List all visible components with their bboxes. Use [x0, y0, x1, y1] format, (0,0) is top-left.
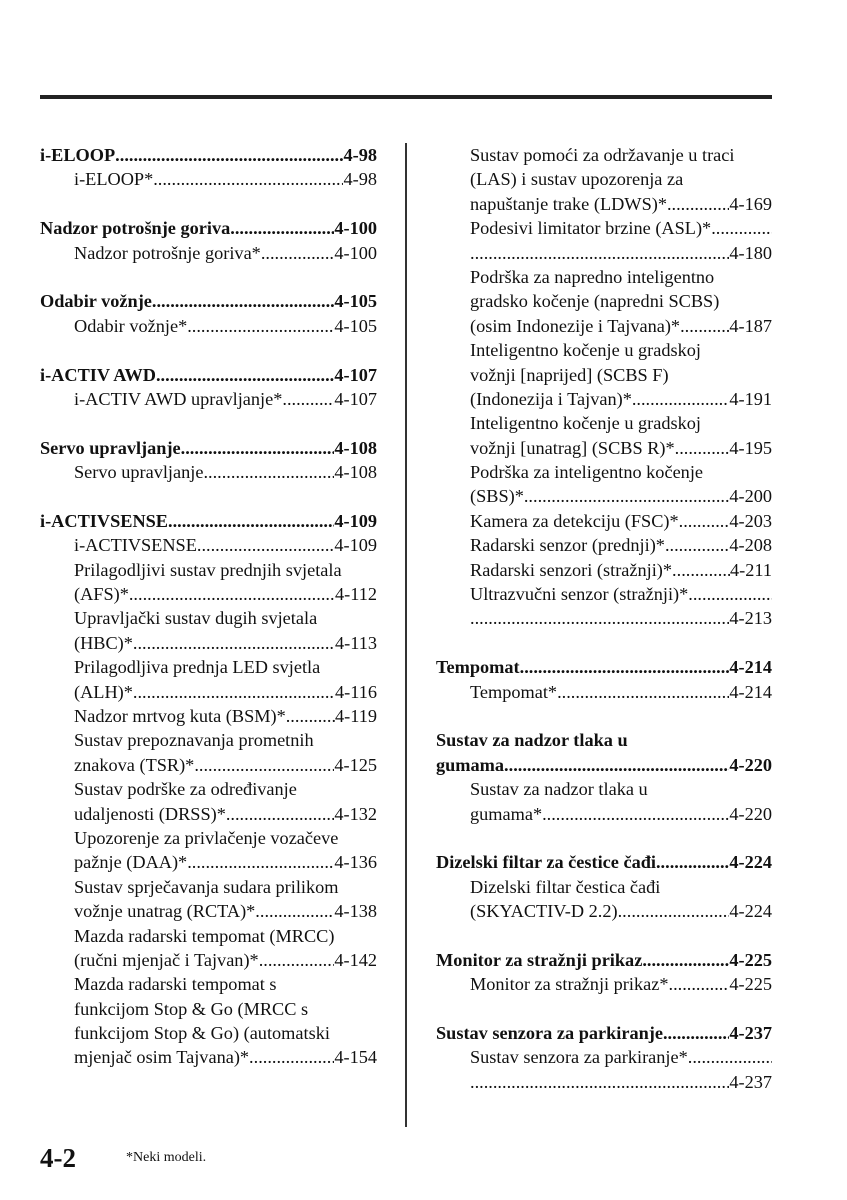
toc-entry-title: Odabir vožnje* [74, 315, 188, 336]
toc-page-number: 4-220 [729, 803, 772, 824]
dot-leader [680, 314, 729, 338]
toc-page-number: 4-154 [334, 1047, 377, 1068]
dot-leader [632, 387, 730, 411]
toc-entry [40, 875, 377, 899]
toc-section-heading [436, 1021, 772, 1045]
dot-leader [669, 972, 730, 996]
dot-leader [688, 582, 772, 606]
toc-entry-title: Prilagodljiva prednja LED svjetla [74, 657, 321, 678]
toc-entry-title: (ALH)* [74, 681, 133, 702]
toc-page-number: 4-105 [334, 315, 377, 336]
toc-entry-title: Tempomat [436, 657, 520, 678]
toc-entry-title: (ručni mjenjač i Tajvan)* [74, 949, 259, 970]
dot-leader [168, 509, 334, 533]
dot-leader [129, 582, 335, 606]
toc-entry [436, 338, 772, 362]
toc-entry-title: i-ACTIVSENSE [74, 535, 197, 556]
toc-page-number: 4-132 [334, 803, 377, 824]
toc-page-number: 4-237 [729, 1071, 772, 1092]
toc-page-number: 4-112 [335, 584, 377, 605]
toc-entry-title: gumama* [470, 803, 543, 824]
dot-leader [156, 363, 334, 387]
dot-leader [286, 704, 335, 728]
toc-entry-title: Sustav za nadzor tlaka u [436, 730, 628, 751]
toc-section-heading [40, 143, 377, 167]
section-gap [40, 411, 377, 435]
toc-page-number: 4-125 [334, 754, 377, 775]
toc-page-number: 4-109 [334, 510, 377, 531]
toc-page-number: 4-195 [729, 437, 772, 458]
dot-leader [470, 1070, 729, 1094]
toc-entry-title: Podrška za inteligentno kočenje [470, 462, 704, 483]
toc-entry [436, 241, 772, 265]
dot-leader [656, 850, 729, 874]
dot-leader [470, 606, 729, 630]
toc-section-heading [436, 728, 772, 752]
toc-entry-title: Sustav prepoznavanja prometnih [74, 730, 314, 751]
dot-leader [665, 533, 729, 557]
section-gap [436, 924, 772, 948]
dot-leader [187, 314, 334, 338]
toc-entry-title: (osim Indonezije i Tajvana)* [470, 315, 681, 336]
toc-entry [436, 289, 772, 313]
toc-entry [40, 850, 377, 874]
dot-leader [679, 509, 730, 533]
toc-entry-title: Nadzor mrtvog kuta (BSM)* [74, 705, 286, 726]
toc-entry-title: funkcijom Stop & Go) (automatski [74, 1023, 330, 1044]
toc-page-number: 4-136 [334, 852, 377, 873]
dot-leader [470, 241, 729, 265]
toc-entry [436, 314, 772, 338]
toc-entry-title: (SBS)* [470, 486, 524, 507]
toc-entry [40, 460, 377, 484]
section-gap [40, 265, 377, 289]
toc-entry-title: Dizelski filtar za čestice čađi [436, 852, 656, 873]
toc-entry-title: Odabir vožnje [40, 291, 152, 312]
toc-entry [436, 1045, 772, 1069]
toc-entry [40, 167, 377, 191]
toc-entry [40, 582, 377, 606]
toc-entry [40, 655, 377, 679]
toc-page-number: 4-109 [334, 535, 377, 556]
toc-section-heading [436, 753, 772, 777]
toc-section-heading [436, 948, 772, 972]
section-gap [436, 997, 772, 1021]
toc-entry [436, 363, 772, 387]
toc-entry [40, 558, 377, 582]
toc-entry-title: (LAS) i sustav upozorenja za [470, 169, 684, 190]
dot-leader [282, 387, 334, 411]
section-gap [40, 484, 377, 508]
dot-leader [672, 558, 730, 582]
toc-entry [40, 997, 377, 1021]
toc-page-number: 4-213 [729, 608, 772, 629]
toc-entry [40, 753, 377, 777]
toc-entry [40, 924, 377, 948]
toc-entry-title: i-ELOOP* [74, 169, 154, 190]
toc-page-number: 4-211 [730, 559, 772, 580]
dot-leader [261, 241, 335, 265]
toc-section-heading [40, 216, 377, 240]
toc-entry [436, 460, 772, 484]
toc-entry-title: Prilagodljivi sustav prednjih svjetala [74, 559, 342, 580]
toc-entry-title: vožnji [naprijed] (SCBS F) [470, 364, 669, 385]
page-number: 4-2 [40, 1143, 76, 1173]
toc-entry [436, 143, 772, 167]
toc-entry [40, 948, 377, 972]
toc-entry [40, 777, 377, 801]
toc-entry-title: Tempomat* [470, 681, 558, 702]
toc-entry-title: Sustav senzora za parkiranje* [470, 1047, 688, 1068]
dot-leader [153, 167, 343, 191]
toc-entry [40, 704, 377, 728]
toc-entry-title: vožnji [unatrag] (SCBS R)* [470, 437, 675, 458]
toc-entry [436, 802, 772, 826]
toc-entry-title: vožnje unatrag (RCTA)* [74, 901, 256, 922]
toc-entry [40, 1021, 377, 1045]
toc-entry [436, 680, 772, 704]
toc-entry-title: i-ACTIVSENSE [40, 510, 169, 531]
toc-entry [436, 484, 772, 508]
toc-entry-title: Sustav pomoći za održavanje u traci [470, 145, 735, 165]
toc-entry-title: Monitor za stražnji prikaz* [470, 974, 669, 995]
toc-entry-title: Nadzor potrošnje goriva* [74, 242, 261, 263]
toc-page-number: 4-108 [334, 437, 377, 458]
toc-section-heading [40, 436, 377, 460]
toc-entry [40, 314, 377, 338]
toc-entry [436, 899, 772, 923]
dot-leader [642, 948, 729, 972]
toc-left-column [40, 143, 377, 1070]
toc-page-number: 4-107 [334, 364, 377, 385]
toc-entry [436, 1070, 772, 1094]
toc-entry [40, 826, 377, 850]
toc-page-number: 4-214 [729, 681, 772, 702]
toc-entry-title: gumama [436, 754, 505, 775]
dot-leader [133, 631, 335, 655]
dot-leader [255, 899, 334, 923]
toc-page-number: 4-208 [729, 535, 772, 556]
dot-leader [259, 948, 335, 972]
toc-entry [436, 533, 772, 557]
toc-entry-title: Ultrazvučni senzor (stražnji)* [470, 584, 689, 605]
dot-leader [618, 899, 730, 923]
toc-entry [436, 875, 772, 899]
toc-entry [436, 972, 772, 996]
dot-leader [203, 460, 334, 484]
dot-leader [524, 484, 729, 508]
toc-entry-title: Sustav za nadzor tlaka u [470, 779, 648, 800]
dot-leader [557, 680, 729, 704]
toc-entry-title: udaljenosti (DRSS)* [74, 803, 226, 824]
toc-page-number: 4-225 [729, 974, 772, 995]
toc-entry-title: Dizelski filtar čestica čađi [470, 876, 661, 897]
toc-entry [40, 802, 377, 826]
toc-entry-title: pažnje (DAA)* [74, 852, 188, 873]
toc-entry [40, 387, 377, 411]
toc-page-number: 4-108 [334, 462, 377, 483]
dot-leader [226, 802, 335, 826]
dot-leader [115, 143, 343, 167]
toc-entry [436, 265, 772, 289]
toc-entry-title: Mazda radarski tempomat s [74, 974, 277, 995]
toc-entry [436, 192, 772, 216]
section-gap [40, 192, 377, 216]
column-divider [405, 143, 407, 1127]
toc-entry-title: Nadzor potrošnje goriva [40, 218, 231, 239]
toc-entry-title: i-ELOOP [40, 145, 116, 165]
header-rule [40, 95, 772, 99]
toc-entry [40, 606, 377, 630]
toc-entry-title: Upozorenje za privlačenje vozačeve [74, 827, 339, 848]
toc-section-heading [40, 289, 377, 313]
toc-entry [436, 387, 772, 411]
toc-page-number: 4-142 [334, 949, 377, 970]
toc-entry-title: Upravljački sustav dugih svjetala [74, 608, 318, 629]
dot-leader [667, 192, 729, 216]
dot-leader [688, 1045, 772, 1069]
toc-page-number: 4-169 [729, 193, 772, 214]
toc-page-number: 4-220 [729, 754, 772, 775]
toc-entry [436, 167, 772, 191]
toc-page-number: 4-191 [729, 388, 772, 409]
toc-entry [40, 899, 377, 923]
toc-page-number: 4-119 [335, 705, 377, 726]
toc-entry [40, 241, 377, 265]
toc-entry-title: Sustav senzora za parkiranje [436, 1023, 663, 1044]
toc-page-number: 4-100 [334, 242, 377, 263]
dot-leader [249, 1045, 334, 1069]
toc-entry-title: Monitor za stražnji prikaz [436, 949, 643, 970]
toc-entry [436, 777, 772, 801]
dot-leader [230, 216, 334, 240]
toc-entry-title: Podesivi limitator brzine (ASL)* [470, 218, 712, 239]
toc-entry [40, 1045, 377, 1069]
toc-entry-title: i-ACTIV AWD upravljanje* [74, 388, 283, 409]
toc-entry-title: (SKYACTIV-D 2.2) [470, 901, 618, 922]
dot-leader [542, 802, 729, 826]
toc-section-heading [40, 363, 377, 387]
section-gap [40, 338, 377, 362]
dot-leader [152, 289, 334, 313]
toc-entry-title: Inteligentno kočenje u gradskoj [470, 413, 701, 434]
toc-entry-title: i-ACTIV AWD [40, 364, 156, 385]
toc-page-number: 4-116 [335, 681, 377, 702]
toc-page-number: 4-107 [334, 388, 377, 409]
toc-page-number: 4-214 [729, 657, 772, 678]
toc-entry [436, 582, 772, 606]
toc-page-number: 4-180 [729, 242, 772, 263]
dot-leader [711, 216, 772, 240]
toc-entry-title: Servo upravljanje [40, 437, 181, 458]
toc-entry-title: Radarski senzor (prednji)* [470, 535, 665, 556]
toc-entry-title: (HBC)* [74, 632, 133, 653]
toc-entry [436, 606, 772, 630]
toc-entry [40, 972, 377, 996]
dot-leader [133, 680, 335, 704]
toc-entry-title: Podrška za napredno inteligentno [470, 266, 715, 287]
toc-entry-title: Servo upravljanje [74, 462, 204, 483]
section-gap [436, 826, 772, 850]
toc-page-number: 4-138 [334, 901, 377, 922]
toc-page-number: 4-98 [343, 169, 377, 190]
toc-section-heading [40, 509, 377, 533]
toc-entry [436, 509, 772, 533]
toc-entry [436, 436, 772, 460]
dot-leader [197, 533, 334, 557]
toc-entry-title: (Indonezija i Tajvan)* [470, 388, 632, 409]
toc-entry [436, 411, 772, 435]
toc-entry [436, 558, 772, 582]
dot-leader [675, 436, 730, 460]
toc-entry-title: Inteligentno kočenje u gradskoj [470, 340, 701, 361]
toc-right-column [436, 143, 772, 1094]
toc-page-number: 4-224 [729, 852, 772, 873]
section-gap [436, 704, 772, 728]
toc-entry-title: napuštanje trake (LDWS)* [470, 193, 667, 214]
toc-page-number: 4-203 [729, 510, 772, 531]
toc-entry-title: Sustav sprječavanja sudara prilikom [74, 876, 339, 897]
toc-entry-title: Kamera za detekciju (FSC)* [470, 510, 679, 531]
toc-entry-title: Mazda radarski tempomat (MRCC) [74, 925, 335, 946]
toc-page-number: 4-105 [334, 291, 377, 312]
toc-page-number: 4-200 [729, 486, 772, 507]
dot-leader [504, 753, 729, 777]
toc-entry [436, 216, 772, 240]
toc-entry [40, 728, 377, 752]
toc-entry-title: funkcijom Stop & Go (MRCC s [74, 998, 309, 1019]
toc-entry-title: Sustav podrške za određivanje [74, 779, 297, 800]
toc-page-number: 4-224 [729, 901, 772, 922]
toc-page-number: 4-225 [729, 949, 772, 970]
toc-entry-title: znakova (TSR)* [74, 754, 195, 775]
footnote: *Neki modeli. [126, 1150, 207, 1165]
toc-entry [40, 533, 377, 557]
toc-section-heading [436, 850, 772, 874]
toc-entry [40, 631, 377, 655]
dot-leader [520, 655, 730, 679]
dot-leader [194, 753, 334, 777]
dot-leader [181, 436, 335, 460]
dot-leader [187, 850, 334, 874]
toc-entry-title: (AFS)* [74, 584, 129, 605]
toc-page-number: 4-113 [335, 632, 377, 653]
toc-section-heading [436, 655, 772, 679]
toc-page-number: 4-187 [729, 315, 772, 336]
toc-page-number: 4-98 [343, 145, 377, 165]
toc-entry-title: gradsko kočenje (napredni SCBS) [470, 291, 720, 312]
dot-leader [663, 1021, 729, 1045]
toc-page-number: 4-237 [729, 1023, 772, 1044]
toc-entry-title: Radarski senzori (stražnji)* [470, 559, 673, 580]
toc-page-number: 4-100 [334, 218, 377, 239]
section-gap [436, 631, 772, 655]
toc-entry [40, 680, 377, 704]
toc-entry-title: mjenjač osim Tajvana)* [74, 1047, 250, 1068]
